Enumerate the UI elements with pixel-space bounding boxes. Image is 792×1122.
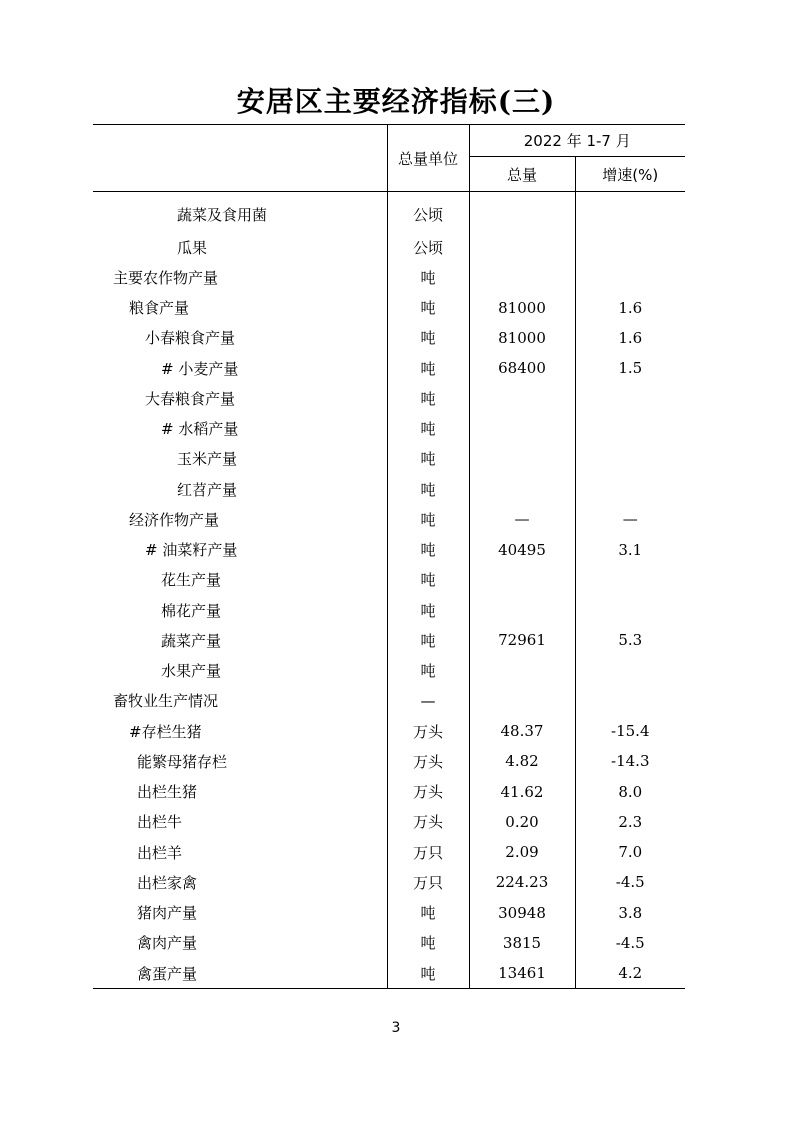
indicator-total: 81000: [469, 293, 575, 323]
indicator-growth: [575, 656, 685, 686]
indicator-unit: 吨: [387, 353, 469, 383]
table-row: [93, 595, 685, 625]
document-title: 安居区主要经济指标(三): [236, 85, 556, 118]
indicator-unit: 万头: [387, 716, 469, 746]
table-row: [93, 686, 685, 716]
indicator-unit: 万只: [387, 837, 469, 867]
table-row: [93, 192, 685, 233]
table-row: [93, 777, 685, 807]
table-row: [93, 353, 685, 383]
indicator-growth: -4.5: [615, 933, 645, 952]
indicator-total: 30948: [469, 898, 575, 928]
table-row: [93, 656, 685, 686]
indicator-growth: [575, 565, 685, 595]
indicator-total: 224.23: [469, 867, 575, 897]
indicator-total: [469, 444, 575, 474]
indicator-name: 大春粮食产量: [93, 383, 387, 413]
indicator-growth: 3.1: [618, 540, 643, 559]
indicator-total: [469, 383, 575, 413]
indicator-growth: [575, 414, 685, 444]
indicator-total: 2.09: [469, 837, 575, 867]
indicator-total: 4.82: [469, 746, 575, 776]
indicator-total: [469, 232, 575, 262]
indicator-growth: [575, 686, 685, 716]
indicator-name: 猪肉产量: [93, 898, 387, 928]
table-row: [93, 837, 685, 867]
indicator-total: 81000: [469, 323, 575, 353]
indicator-total: 3815: [469, 928, 575, 958]
period-header: 2022 年 1-7 月: [469, 125, 685, 157]
table-row: [93, 716, 685, 746]
table-row: [93, 474, 685, 504]
indicator-growth: 5.3: [618, 631, 643, 650]
indicator-growth: 7.0: [618, 843, 643, 862]
indicator-growth: 2.3: [618, 812, 643, 831]
indicator-growth: 3.8: [618, 903, 643, 922]
indicator-total: [469, 192, 575, 233]
indicator-name: 蔬菜及食用菌: [93, 192, 387, 233]
indicator-unit: 吨: [387, 595, 469, 625]
table-row: [93, 898, 685, 928]
table-row: [93, 444, 685, 474]
table-row: [93, 535, 685, 565]
indicator-growth: [575, 383, 685, 413]
indicator-growth: 1.6: [618, 298, 643, 317]
indicator-total: [469, 414, 575, 444]
indicator-total: [469, 474, 575, 504]
indicator-unit: 吨: [387, 293, 469, 323]
table-row: [93, 232, 685, 262]
indicator-growth: 4.2: [575, 958, 685, 989]
indicator-unit: 吨: [387, 958, 469, 989]
indicator-name: 红苕产量: [93, 474, 387, 504]
table-row: [93, 262, 685, 292]
total-header: 总量: [469, 157, 575, 192]
indicator-unit: 吨: [387, 262, 469, 292]
indicator-name: 出栏羊: [93, 837, 387, 867]
indicator-name: # 水稻产量: [93, 414, 387, 444]
unit-header: 总量单位: [387, 125, 469, 192]
indicator-growth: [575, 262, 685, 292]
indicator-unit: 万头: [387, 807, 469, 837]
indicator-total: 0.20: [469, 807, 575, 837]
indicator-unit: 吨: [387, 414, 469, 444]
indicator-unit: 公顷: [387, 192, 469, 233]
indicator-name: 禽蛋产量: [93, 958, 387, 989]
indicator-name: 出栏家禽: [93, 867, 387, 897]
indicator-unit: 公顷: [387, 232, 469, 262]
indicator-total: 48.37: [469, 716, 575, 746]
table-row: [93, 807, 685, 837]
indicator-growth: [575, 232, 685, 262]
indicator-unit: 吨: [387, 565, 469, 595]
table-row: [93, 293, 685, 323]
economic-indicators-table: [93, 124, 685, 989]
indicator-name: 蔬菜产量: [93, 625, 387, 655]
indicator-total: 72961: [469, 625, 575, 655]
table-row: [93, 504, 685, 534]
indicator-growth: 1.5: [618, 359, 643, 378]
indicator-unit: 吨: [387, 928, 469, 958]
table-row: [93, 414, 685, 444]
indicator-name: # 小麦产量: [93, 353, 387, 383]
indicator-total: 68400: [469, 353, 575, 383]
table-row: [93, 958, 685, 989]
indicator-name: 禽肉产量: [93, 928, 387, 958]
indicator-name: 棉花产量: [93, 595, 387, 625]
indicator-growth: [575, 474, 685, 504]
indicator-growth: -14.3: [611, 752, 650, 771]
indicator-name: 畜牧业生产情况: [93, 686, 387, 716]
indicator-total: [469, 595, 575, 625]
indicator-unit: 吨: [387, 474, 469, 504]
indicator-unit: 吨: [387, 383, 469, 413]
indicator-unit: 吨: [387, 625, 469, 655]
indicator-name: 水果产量: [93, 656, 387, 686]
indicator-name: 花生产量: [93, 565, 387, 595]
indicator-growth: 8.0: [618, 782, 643, 801]
indicator-name: 经济作物产量: [93, 504, 387, 534]
indicator-name: 小春粮食产量: [93, 323, 387, 353]
indicator-name: 粮食产量: [93, 293, 387, 323]
indicator-growth: [575, 595, 685, 625]
indicator-growth: [575, 192, 685, 233]
indicator-total: 41.62: [469, 777, 575, 807]
table-row: [93, 746, 685, 776]
indicator-name: #存栏生猪: [93, 716, 387, 746]
indicator-total: [469, 686, 575, 716]
indicator-name: 瓜果: [93, 232, 387, 262]
indicator-name: 主要农作物产量: [93, 262, 387, 292]
indicator-total: [469, 656, 575, 686]
table-body: [93, 192, 685, 989]
indicator-unit: 吨: [387, 323, 469, 353]
table-row: [93, 565, 685, 595]
table-row: [93, 928, 685, 958]
table-row: [93, 625, 685, 655]
indicator-unit: 吨: [387, 535, 469, 565]
indicator-name: 出栏牛: [93, 807, 387, 837]
growth-header: 增速(%): [575, 157, 685, 192]
indicator-unit: 吨: [387, 444, 469, 474]
table-row: [93, 867, 685, 897]
indicator-growth: —: [622, 510, 638, 529]
indicator-unit: 万头: [387, 777, 469, 807]
page-number: 3: [391, 1020, 401, 1036]
table-row: [93, 323, 685, 353]
indicator-unit: —: [387, 686, 469, 716]
indicator-unit: 吨: [387, 504, 469, 534]
indicator-growth: [575, 444, 685, 474]
indicator-growth: -4.5: [615, 873, 645, 892]
indicator-unit: 吨: [387, 898, 469, 928]
indicator-growth: -15.4: [611, 722, 650, 741]
indicator-total: —: [469, 504, 575, 534]
indicator-name: 能繁母猪存栏: [93, 746, 387, 776]
indicator-total: 40495: [469, 535, 575, 565]
table-row: [93, 383, 685, 413]
indicator-growth: 1.6: [618, 328, 643, 347]
indicator-name: 出栏生猪: [93, 777, 387, 807]
indicator-total: [469, 262, 575, 292]
indicator-total: [469, 565, 575, 595]
indicator-unit: 吨: [387, 656, 469, 686]
indicator-total: 13461: [469, 958, 575, 989]
indicator-header-cell: [93, 125, 387, 192]
indicator-name: # 油菜籽产量: [93, 535, 387, 565]
indicator-unit: 万只: [387, 867, 469, 897]
indicator-unit: 万头: [387, 746, 469, 776]
indicator-name: 玉米产量: [93, 444, 387, 474]
